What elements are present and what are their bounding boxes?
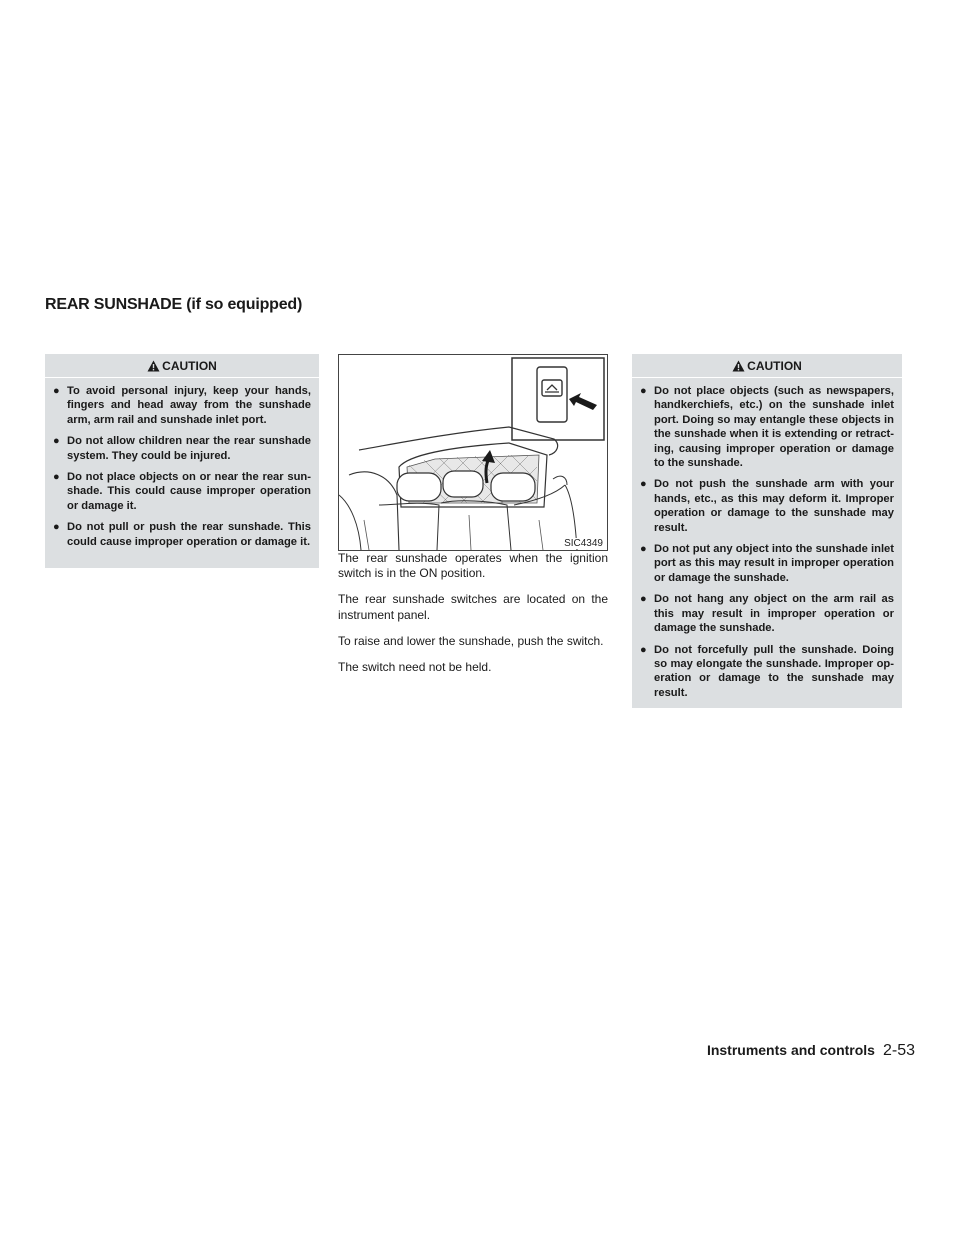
caution-heading-text: CAUTION [747,359,802,373]
bullet-icon: ● [53,385,60,397]
page-footer [707,1042,915,1060]
caution-heading [632,356,902,378]
body-paragraph: The switch need not be held. [338,660,492,675]
body-paragraph: The rear sunshade switches are located on the instrument panel. [338,592,608,622]
bullet-icon: ● [640,478,647,491]
caution-item: ● Do not put any object into the sunshade inlet port as this may result in improper operation or damage the sunshade. [640,543,894,584]
caution-item: ● Do not forcefully pull the sunshade. Doing so may elongate the sunshade. Improper op-eration or damage to the sunshade may result. [640,643,894,699]
footer-section: Instruments and controls [706,1042,875,1058]
warning-icon [732,360,745,372]
body-paragraph: The rear sunshade operates when the ignition switch is in the ON position. [338,551,608,581]
bullet-icon: ● [640,385,647,397]
caution-item: ● Do not pull or push the rear sunshade. This could cause improper operation or damage it. [53,521,311,548]
body-text [338,551,608,686]
bullet-icon: ● [640,593,647,606]
caution-item: ● Do not place objects on or near the rear sun-shade. This could cause improper operation or damage it. [53,471,311,512]
caution-heading [45,356,319,378]
figure-code: SIC4349 [564,538,603,549]
caution-heading-text: CAUTION [162,359,217,373]
caution-item: ● Do not place objects (such as newspapers, handkerchiefs, etc.) on the sunshade inlet port. Doing so may entangle these objects in the sunshade when it is extending or retract-ing, causing improper operation or damage to the sunshade. [640,385,894,470]
caution-box-right [632,354,902,708]
caution-box-left [45,354,319,568]
bullet-icon: ● [640,643,647,656]
page-number: 2-53 [882,1042,915,1059]
bullet-icon: ● [53,435,60,448]
section-title: REAR SUNSHADE (if so equipped) [45,296,303,313]
caution-item: ● Do not hang any object on the arm rail as this may result in improper operation or damage the sunshade. [640,593,894,635]
rear-seat-sunshade-drawing [339,355,607,550]
caution-item: ● Do not allow children near the rear sunshade system. They could be injured. [53,435,311,462]
body-paragraph: To raise and lower the sunshade, push the switch. [338,633,604,648]
bullet-icon: ● [53,471,60,484]
warning-icon [147,360,160,372]
bullet-icon: ● [640,543,647,556]
caution-item: ● To avoid personal injury, keep your hands, fingers and head away from the sunshade arm, arm rail and sunshade inlet port. [53,385,311,426]
caution-item: ● Do not push the sunshade arm with your hands, etc., as this may deform it. Improper operation or damage to the sunshade may result. [640,478,894,534]
sunshade-illustration [338,354,608,551]
bullet-icon: ● [53,521,60,534]
